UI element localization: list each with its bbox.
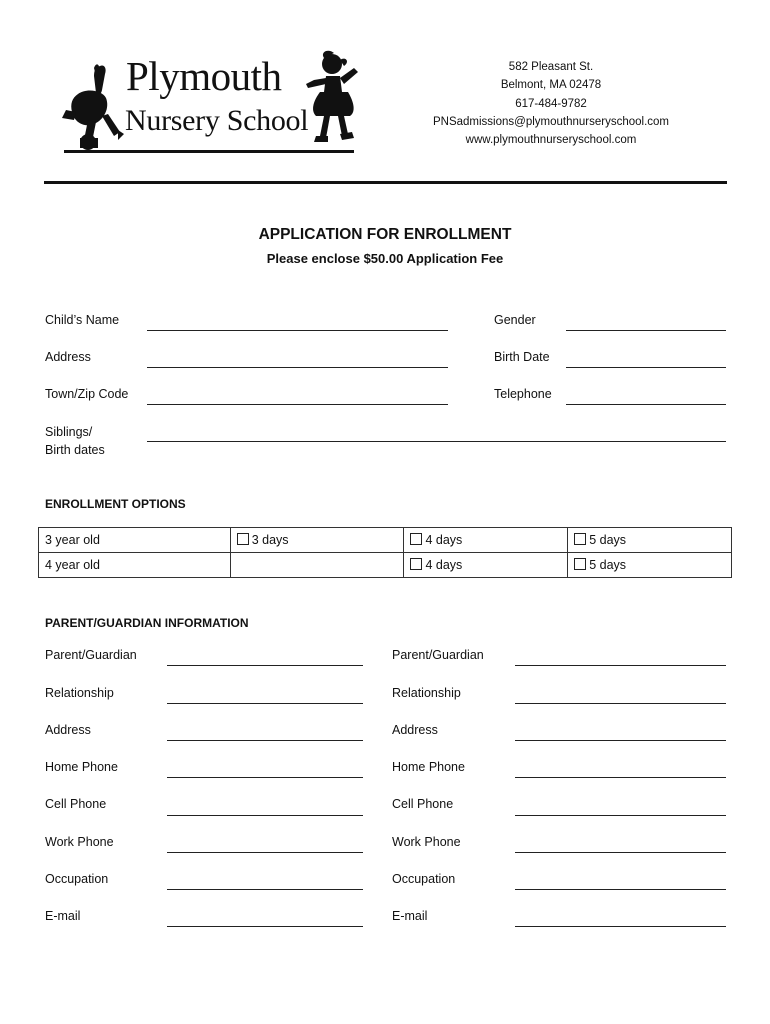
parent2-email-label: E-mail — [392, 909, 428, 923]
checkbox-icon[interactable] — [410, 558, 422, 570]
option-label: 4 days — [425, 558, 463, 572]
parent2-occupation-label: Occupation — [392, 872, 456, 886]
parent2-address-line[interactable] — [515, 740, 726, 741]
option-cell[interactable] — [568, 528, 732, 553]
town-zip-line[interactable] — [147, 404, 448, 405]
siblings-line[interactable] — [147, 441, 726, 442]
school-contact-block — [420, 58, 682, 149]
parent1-occupation-label: Occupation — [45, 872, 109, 886]
option-cell[interactable] — [404, 553, 568, 578]
option-cell[interactable] — [230, 528, 404, 553]
age-cell: 3 year old — [39, 528, 231, 553]
birth-date-label: Birth Date — [494, 350, 550, 364]
age-cell: 4 year old — [39, 553, 231, 578]
enrollment-options-table — [38, 527, 732, 578]
telephone-label: Telephone — [494, 387, 552, 401]
address-label: Address — [45, 350, 91, 364]
empty-cell — [230, 553, 404, 578]
parent1-line[interactable] — [167, 665, 363, 666]
option-label: 5 days — [589, 558, 627, 572]
school-website: www.plymouthnurseryschool.com — [465, 134, 637, 147]
table-row — [39, 528, 732, 553]
school-email: PNSadmissions@plymouthnurseryschool.com — [432, 115, 669, 128]
address-line[interactable] — [147, 367, 448, 368]
parent1-home-phone-line[interactable] — [167, 777, 363, 778]
school-logo — [58, 50, 364, 158]
parent2-work-phone-line[interactable] — [515, 852, 726, 853]
parent1-relationship-line[interactable] — [167, 703, 363, 704]
parent1-relationship-label: Relationship — [45, 686, 114, 700]
parent2-relationship-label: Relationship — [392, 686, 461, 700]
birth-date-line[interactable] — [566, 367, 726, 368]
school-phone: 617-484-9782 — [515, 97, 587, 110]
childs-name-label: Child’s Name — [45, 313, 120, 327]
parent2-address-label: Address — [392, 723, 438, 737]
parent2-email-line[interactable] — [515, 926, 726, 927]
checkbox-icon[interactable] — [574, 533, 586, 545]
enrollment-options-heading: ENROLLMENT OPTIONS — [45, 497, 186, 511]
gender-line[interactable] — [566, 330, 726, 331]
parent2-relationship-line[interactable] — [515, 703, 726, 704]
parent1-email-line[interactable] — [167, 926, 363, 927]
dancing-girl-icon — [304, 50, 364, 150]
siblings-label-line2: Birth dates — [45, 443, 105, 457]
telephone-line[interactable] — [566, 404, 726, 405]
siblings-label-line1: Siblings/ — [45, 425, 93, 439]
gender-label: Gender — [494, 313, 536, 327]
parent-guardian-heading: PARENT/GUARDIAN INFORMATION — [45, 616, 249, 630]
option-cell[interactable] — [568, 553, 732, 578]
parent1-work-phone-label: Work Phone — [45, 835, 114, 849]
header-divider — [44, 181, 727, 184]
parent2-cell-phone-line[interactable] — [515, 815, 726, 816]
parent1-occupation-line[interactable] — [167, 889, 363, 890]
parent2-cell-phone-label: Cell Phone — [392, 797, 454, 811]
parent2-home-phone-line[interactable] — [515, 777, 726, 778]
school-address: 582 Pleasant St. — [508, 61, 594, 73]
option-label: 4 days — [425, 533, 463, 547]
parent2-occupation-line[interactable] — [515, 889, 726, 890]
parent1-cell-phone-label: Cell Phone — [45, 797, 107, 811]
table-row — [39, 553, 732, 578]
checkbox-icon[interactable] — [574, 558, 586, 570]
option-label: 5 days — [589, 533, 627, 547]
school-city: Belmont, MA 02478 — [500, 79, 602, 92]
logo-wordmark-line2: Nursery School — [125, 104, 309, 137]
parent1-address-line[interactable] — [167, 740, 363, 741]
parent2-home-phone-label: Home Phone — [392, 760, 465, 774]
option-label: 3 days — [251, 533, 289, 547]
parent1-address-label: Address — [45, 723, 91, 737]
form-subtitle: Please enclose $50.00 Application Fee — [266, 251, 504, 266]
parent2-label: Parent/Guardian — [392, 648, 484, 662]
parent1-cell-phone-line[interactable] — [167, 815, 363, 816]
parent1-home-phone-label: Home Phone — [45, 760, 118, 774]
logo-wordmark-line1: Plymouth — [126, 53, 282, 99]
child-handstand-icon — [58, 50, 124, 150]
parent1-email-label: E-mail — [45, 909, 81, 923]
parent1-work-phone-line[interactable] — [167, 852, 363, 853]
form-title: APPLICATION FOR ENROLLMENT — [258, 226, 512, 243]
checkbox-icon[interactable] — [410, 533, 422, 545]
logo-underline — [64, 150, 354, 153]
town-zip-label: Town/Zip Code — [45, 387, 129, 401]
childs-name-line[interactable] — [147, 330, 448, 331]
parent2-line[interactable] — [515, 665, 726, 666]
option-cell[interactable] — [404, 528, 568, 553]
parent2-work-phone-label: Work Phone — [392, 835, 461, 849]
parent1-label: Parent/Guardian — [45, 648, 137, 662]
checkbox-icon[interactable] — [237, 533, 249, 545]
